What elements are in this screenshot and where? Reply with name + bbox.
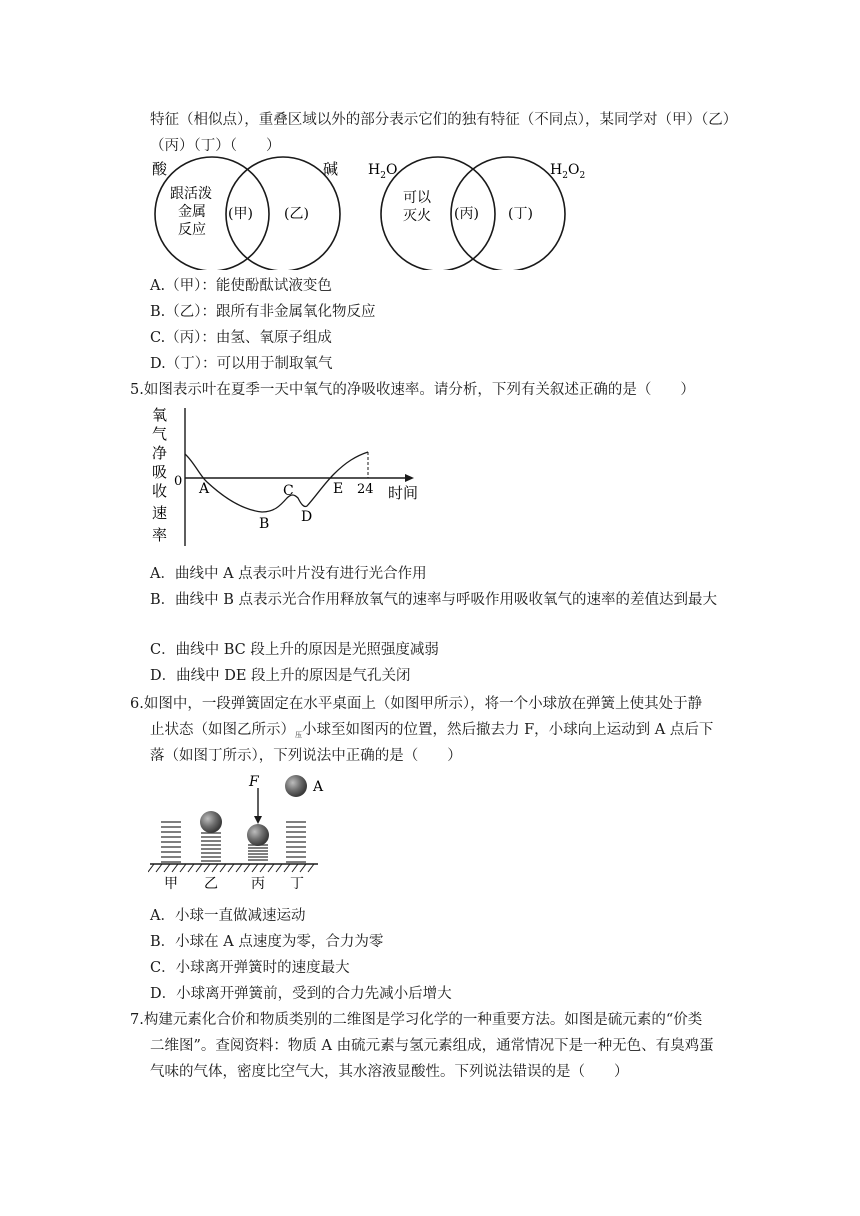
venn-right-yi: (乙) xyxy=(284,206,309,222)
q5-option-d: D．曲线中 DE 段上升的原因是气孔关闭 xyxy=(150,668,411,684)
graph-point-c: C xyxy=(283,483,294,499)
q4-option-b: B.（乙）：跟所有非金属氧化物反应 xyxy=(150,304,376,320)
venn-label-water: $H_2O$ xyxy=(368,162,398,181)
venn-label-acid: 酸 xyxy=(152,160,168,178)
graph-ylabel-2: 气 xyxy=(152,425,168,443)
venn-overlap-jia: (甲) xyxy=(228,206,253,222)
q6-option-b: B．小球在 A 点速度为零，合力为零 xyxy=(150,934,384,950)
venn-right-ding: (丁) xyxy=(508,206,533,222)
q5-oxygen-graph xyxy=(150,402,430,552)
graph-point-b: B xyxy=(259,516,270,532)
venn-left-text-2: 金属 xyxy=(178,204,206,220)
q6-option-d: D．小球离开弹簧前，受到的合力先减小后增大 xyxy=(150,986,452,1002)
venn-right-left-text-2: 灭火 xyxy=(403,208,431,224)
q7-stem-line1: 7.构建元素化合价和物质类别的二维图是学习化学的一种重要方法。如图是硫元素的“价类 xyxy=(130,1012,703,1028)
q6-stem-line1: 6.如图中，一段弹簧固定在水平桌面上（如图甲所示），将一个小球放在弹簧上使其处于静 xyxy=(130,696,703,712)
label-yi: 乙 xyxy=(204,876,218,892)
force-label: F xyxy=(249,774,259,790)
graph-ylabel-4: 吸 xyxy=(152,463,168,481)
venn-label-peroxide: $H_2O_2$ xyxy=(550,162,586,181)
graph-ylabel-7: 率 xyxy=(152,526,168,544)
ball-yi xyxy=(200,811,222,833)
q4-option-d: D.（丁）：可以用于制取氧气 xyxy=(150,356,333,372)
venn-overlap-bing: (丙) xyxy=(454,206,479,222)
graph-point-e: E xyxy=(333,481,344,497)
graph-x-arrow xyxy=(405,474,414,482)
q6-stem-line2-part2: 小球至如图丙的位置，然后撤去力 F，小球向上运动到 A 点后下 xyxy=(302,722,714,738)
venn-right-left-text-1: 可以 xyxy=(403,190,431,206)
force-arrow-head xyxy=(254,816,262,824)
venn-label-base: 碱 xyxy=(323,160,339,178)
q6-option-c: C．小球离开弹簧时的速度最大 xyxy=(150,960,350,976)
graph-x-end-24: 24 xyxy=(357,482,374,497)
ground-hatch xyxy=(148,864,314,872)
q4-option-a: A.（甲）：能使酚酞试液变色 xyxy=(150,278,332,294)
graph-point-a: A xyxy=(199,481,210,497)
q5-option-b: B．曲线中 B 点表示光合作用释放氧气的速率与呼吸作用吸收氧气的速率的差值达到最大 xyxy=(150,592,718,608)
label-ding: 丁 xyxy=(290,876,304,892)
q6-stem-line2 xyxy=(150,720,713,742)
q4-stem-line1: 特征（相似点），重叠区域以外的部分表示它们的独有特征（不同点），某同学对（甲）（乙） xyxy=(150,112,738,128)
graph-ylabel-1: 氧 xyxy=(152,406,168,424)
graph-origin: 0 xyxy=(174,474,183,489)
spring-ding xyxy=(286,822,306,862)
ball-ding-at-a xyxy=(285,775,307,797)
graph-ylabel-3: 净 xyxy=(152,444,168,462)
q7-stem-line3: 气味的气体，密度比空气大，其水溶液显酸性。下列说法错误的是（ ） xyxy=(150,1064,629,1080)
q4-stem-line2: （丙）（丁）（ ） xyxy=(150,138,281,154)
q7-stem-line2: 二维图”。查阅资料：物质 A 由硫元素与氢元素组成，通常情况下是一种无色、有臭鸡蛋 xyxy=(150,1038,714,1054)
graph-ylabel-5: 收 xyxy=(152,482,168,500)
q5-option-a: A．曲线中 A 点表示叶片没有进行光合作用 xyxy=(150,566,427,582)
q6-tiny-mark: 压 xyxy=(295,731,302,739)
venn-diagrams xyxy=(140,150,600,270)
graph-point-d: D xyxy=(301,509,313,525)
label-jia: 甲 xyxy=(164,876,178,892)
spring-bing xyxy=(248,845,268,860)
spring-yi xyxy=(201,833,221,861)
point-a-label: A xyxy=(313,779,324,795)
q5-option-c: C．曲线中 BC 段上升的原因是光照强度减弱 xyxy=(150,642,439,658)
ball-bing xyxy=(247,824,269,846)
venn-left-text-3: 反应 xyxy=(178,222,206,238)
spring-jia xyxy=(161,822,181,862)
graph-x-label: 时间 xyxy=(388,484,419,502)
q6-spring-figure xyxy=(148,772,328,894)
venn-left-text-1: 跟活泼 xyxy=(170,186,212,202)
q5-stem: 5.如图表示叶在夏季一天中氧气的净吸收速率。请分析，下列有关叙述正确的是（ ） xyxy=(130,382,695,398)
q6-stem-line2-part1: 止状态（如图乙所示） xyxy=(150,722,295,738)
q6-stem-line3: 落（如图丁所示），下列说法中正确的是（ ） xyxy=(150,748,462,764)
q4-option-c: C.（丙）：由氢、氧原子组成 xyxy=(150,330,332,346)
graph-ylabel-6: 速 xyxy=(152,504,168,522)
label-bing: 丙 xyxy=(251,876,265,892)
q6-option-a: A．小球一直做减速运动 xyxy=(150,908,306,924)
